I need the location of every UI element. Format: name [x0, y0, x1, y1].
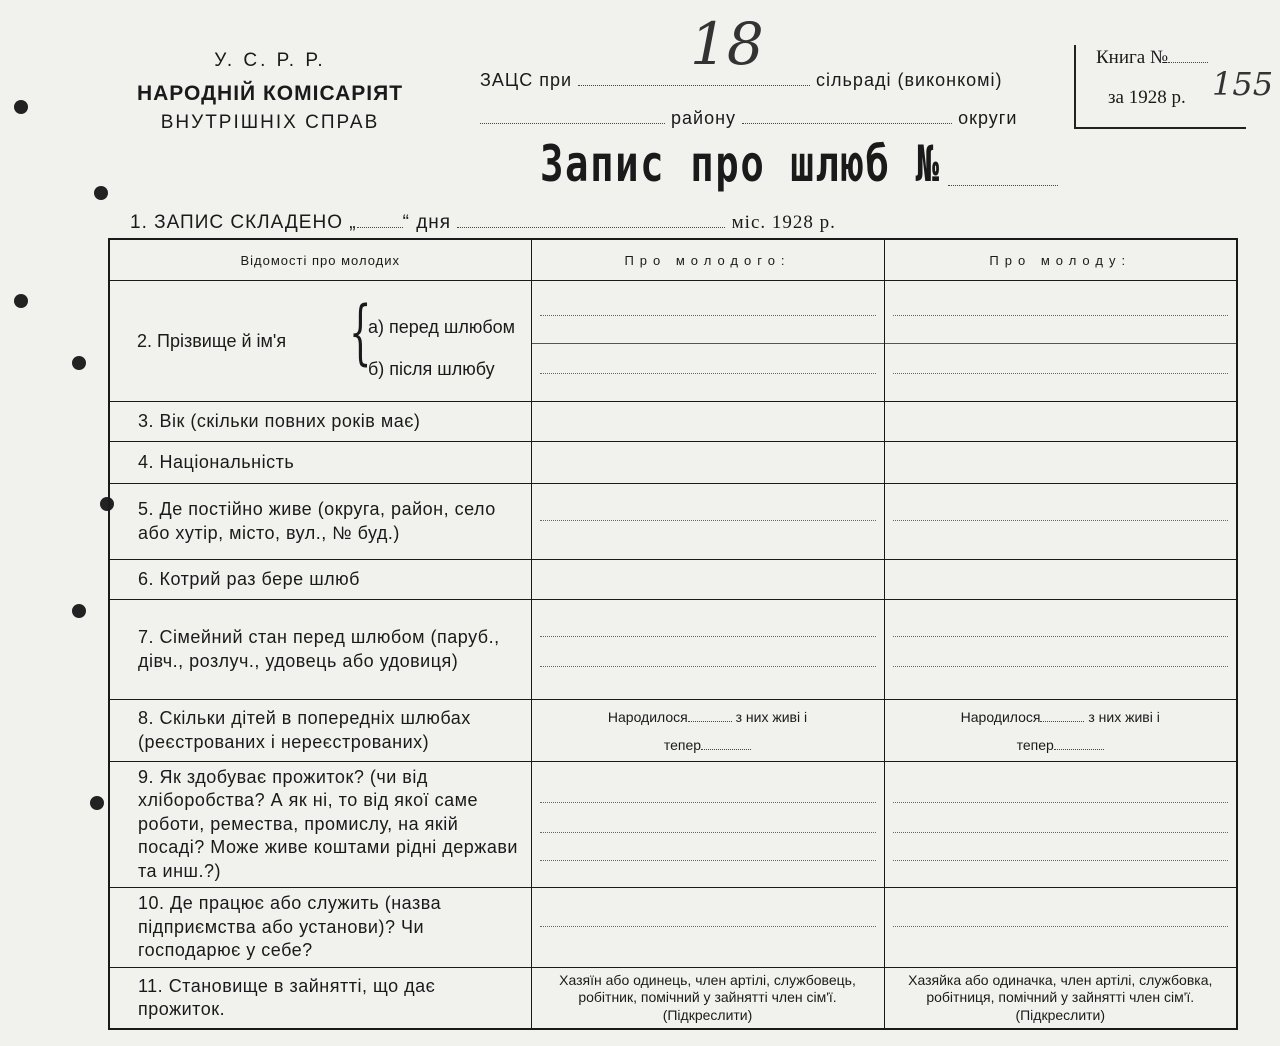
- row-label: 8. Скільки дітей в попередніх шлюбах (реєстрованих і нереєстрованих): [109, 700, 531, 762]
- bride-answer-field[interactable]: [884, 402, 1237, 442]
- now-label: тепер: [663, 736, 702, 753]
- bride-answer-field[interactable]: [884, 762, 1237, 888]
- district-line: [480, 108, 1017, 129]
- district-label: району: [671, 108, 737, 128]
- month-field[interactable]: [457, 227, 725, 228]
- zags-suffix: сільраді (виконкомі): [816, 70, 1003, 90]
- table-row: [109, 600, 1237, 700]
- marriage-record-table: [108, 238, 1238, 1030]
- now-field[interactable]: [1054, 749, 1104, 750]
- punch-hole: [14, 294, 28, 308]
- handwritten-number: 18: [690, 10, 764, 78]
- bride-answer-field[interactable]: [884, 887, 1237, 967]
- record-number-field[interactable]: [948, 185, 1058, 186]
- punch-hole: [94, 186, 108, 200]
- bride-answer-field[interactable]: [884, 560, 1237, 600]
- table-header-row: [109, 239, 1237, 281]
- punch-hole: [72, 604, 86, 618]
- republic-label: У. С. Р. Р.: [214, 50, 326, 71]
- before-marriage-label: а) перед шлюбом: [368, 317, 516, 337]
- now-field[interactable]: [701, 749, 751, 750]
- table-row: [109, 281, 1237, 402]
- born-field[interactable]: [688, 721, 732, 722]
- table-row: [109, 887, 1237, 967]
- row-label: 4. Національність: [109, 442, 531, 484]
- row-label: 3. Вік (скільки повних років має): [109, 402, 531, 442]
- bride-answer-field[interactable]: [884, 600, 1237, 700]
- groom-occupation-options[interactable]: Хазяїн або одинець, член артілі, службовець, робітник, помічний у зайнятті член сім'ї. (Підкреслити): [531, 967, 884, 1029]
- alive-label: з них живі і: [1088, 708, 1160, 725]
- book-box: [1074, 45, 1274, 129]
- book-number-field[interactable]: [1168, 62, 1208, 63]
- book-label: Книга №: [1096, 47, 1169, 68]
- book-year: за 1928 р.: [1108, 87, 1186, 108]
- record-prefix: 1. ЗАПИС СКЛАДЕНО „: [130, 212, 357, 233]
- commissariat-label: НАРОДНІЙ КОМІСАРІЯТ: [136, 82, 404, 105]
- table-row: [109, 484, 1237, 560]
- row-label: 6. Котрий раз бере шлюб: [109, 560, 531, 600]
- bride-answer-field[interactable]: [884, 442, 1237, 484]
- zags-line: [480, 70, 1003, 91]
- brace-icon: {: [349, 291, 372, 373]
- village-council-field[interactable]: [578, 85, 810, 86]
- punch-hole: [90, 796, 104, 810]
- col-header-info: Відомості про молодих: [109, 239, 531, 281]
- groom-answer-field[interactable]: [531, 442, 884, 484]
- row-label: 7. Сімейний стан перед шлюбом (паруб., дівч., розлуч., удовець або удовиця): [109, 600, 531, 700]
- table-row: [109, 442, 1237, 484]
- table-row: [109, 560, 1237, 600]
- groom-answer-field[interactable]: [531, 887, 884, 967]
- row-label: 11. Становище в зайнятті, що дає прожиток.: [109, 967, 531, 1029]
- handwritten-book-number: 155: [1212, 65, 1274, 103]
- table-row: [109, 402, 1237, 442]
- okruha-field[interactable]: [742, 123, 952, 124]
- col-header-groom: Про молодого:: [531, 239, 884, 281]
- row-label: 10. Де працює або служить (назва підприємства або установи)? Чи господарює у себе?: [109, 887, 531, 967]
- department-label: ВНУТРІШНІХ СПРАВ: [160, 112, 380, 133]
- district-field[interactable]: [480, 123, 665, 124]
- bride-children-field[interactable]: [884, 700, 1237, 762]
- groom-name-field[interactable]: [531, 281, 884, 402]
- alive-label: з них живі і: [735, 708, 808, 725]
- groom-children-field[interactable]: [531, 700, 884, 762]
- groom-answer-field[interactable]: [531, 402, 884, 442]
- record-month-year: міс. 1928 р.: [731, 212, 836, 233]
- table-row: [109, 762, 1237, 888]
- issuer-block: [110, 50, 430, 134]
- okruha-label: округи: [958, 108, 1018, 128]
- born-field[interactable]: [1040, 721, 1084, 722]
- after-marriage-label: б) після шлюбу: [368, 359, 495, 379]
- row-label: 9. Як здобуває прожиток? (чи від хліборобства? А як ні, то від якої саме роботи, ремества, промислу, на якій посаді? Може живе коштами рідні держави та инш.?): [109, 762, 531, 888]
- punch-hole: [72, 356, 86, 370]
- table-row: [109, 967, 1237, 1029]
- now-label: тепер: [1016, 736, 1054, 753]
- row-label: 5. Де постійно живе (округа, район, село або хутір, місто, вул., № буд.): [109, 484, 531, 560]
- groom-answer-field[interactable]: [531, 762, 884, 888]
- bride-answer-field[interactable]: [884, 484, 1237, 560]
- row-label: 2. Прізвище й ім'я: [137, 331, 287, 351]
- table-row: [109, 700, 1237, 762]
- born-label: Народилося: [607, 708, 688, 725]
- bride-occupation-options[interactable]: Хазяйка або одиначка, член артілі, службовка, робітниця, помічний у зайнятті член сім'ї. (Підкреслити): [884, 967, 1237, 1029]
- punch-hole: [14, 100, 28, 114]
- zags-prefix: ЗАЦС при: [480, 70, 573, 90]
- groom-answer-field[interactable]: [531, 600, 884, 700]
- groom-answer-field[interactable]: [531, 560, 884, 600]
- col-header-bride: Про молоду:: [884, 239, 1237, 281]
- groom-answer-field[interactable]: [531, 484, 884, 560]
- born-label: Народилося: [960, 708, 1041, 725]
- day-field[interactable]: [357, 227, 403, 228]
- name-label-cell: [109, 281, 531, 402]
- bride-name-field[interactable]: [884, 281, 1237, 402]
- record-date-line: [130, 212, 836, 234]
- record-day-label: “ дня: [402, 212, 452, 233]
- page-title: Запис про шлюб №: [540, 135, 941, 193]
